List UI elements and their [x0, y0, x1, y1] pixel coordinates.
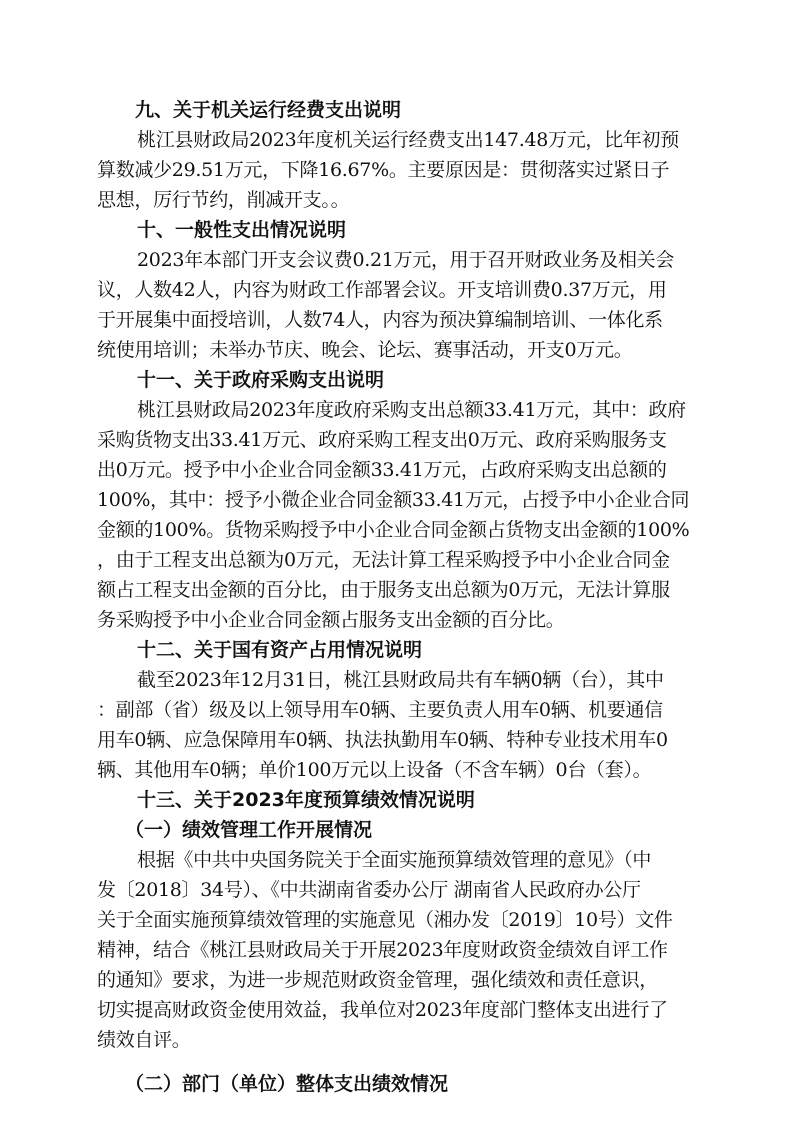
paragraph-line: 100%，其中：授予小微企业合同金额33.41万元，占授予中小企业合同 — [97, 489, 690, 511]
paragraph-line: 的通知》要求，为进一步规范财政资金管理，强化绩效和责任意识， — [97, 969, 659, 991]
paragraph-line: 辆、其他用车0辆；单价100万元以上设备（不含车辆）0台（套）。 — [97, 759, 652, 781]
paragraph-line: 议，人数42人，内容为财政工作部署会议。开支培训费0.37万元，用 — [97, 279, 667, 301]
paragraph-line: 桃江县财政局2023年度机关运行经费支出147.48万元，比年初预 — [137, 129, 679, 151]
paragraph-line: 额占工程支出金额的百分比，由于服务支出总额为0万元，无法计算服 — [97, 579, 670, 601]
paragraph-line: 于开展集中面授培训，人数74人，内容为预决算编制培训、一体化系 — [97, 309, 663, 331]
paragraph-line: 用车0辆、应急保障用车0辆、执法执勤用车0辆、特种专业技术用车0 — [97, 729, 668, 751]
section-heading-13: 十三、关于2023年度预算绩效情况说明 — [137, 789, 475, 811]
paragraph-line: 算数减少29.51万元，下降16.67%。主要原因是：贯彻落实过紧日子 — [97, 159, 670, 181]
paragraph-line: 务采购授予中小企业合同金额占服务支出金额的百分比。 — [97, 609, 565, 631]
section-heading-9: 九、关于机关运行经费支出说明 — [135, 99, 402, 121]
paragraph-line: 根据《中共中央国务院关于全面实施预算绩效管理的意见》（中 — [137, 849, 652, 871]
paragraph-line: ，由于工程支出总额为0万元，无法计算工程采购授予中小企业合同金 — [97, 549, 670, 571]
section-heading-12: 十二、关于国有资产占用情况说明 — [137, 639, 423, 661]
paragraph-line: 切实提高财政资金使用效益，我单位对2023年度部门整体支出进行了 — [97, 999, 668, 1021]
paragraph-line: 金额的100%。货物采购授予中小企业合同金额占货物支出金额的100% — [97, 519, 690, 541]
paragraph-line: ：副部（省）级及以上领导用车0辆、主要负责人用车0辆、机要通信 — [97, 699, 663, 721]
section-heading-11: 十一、关于政府采购支出说明 — [137, 369, 385, 391]
paragraph-line: 思想，厉行节约，削减开支。。 — [97, 189, 350, 211]
paragraph-line: 2023年本部门开支会议费0.21万元，用于召开财政业务及相关会 — [137, 249, 675, 271]
paragraph-line: 绩效自评。 — [97, 1029, 191, 1051]
paragraph-line: 关于全面实施预算绩效管理的实施意见（湘办发〔2019〕10号）文件 — [97, 909, 673, 931]
paragraph-line: 采购货物支出33.41万元、政府采购工程支出0万元、政府采购服务支 — [97, 429, 667, 451]
paragraph-line: 出0万元。授予中小企业合同金额33.41万元，占政府采购支出总额的 — [97, 459, 667, 481]
section-heading-10: 十、一般性支出情况说明 — [137, 219, 347, 241]
document-body — [97, 95, 717, 1099]
paragraph-line: 发〔2018〕34号）、《中共湖南省委办公厅 湖南省人民政府办公厅 — [97, 879, 641, 901]
subsection-heading-1: （一）绩效管理工作开展情况 — [125, 819, 373, 841]
subsection-heading-2: （二）部门（单位）整体支出绩效情况 — [125, 1073, 449, 1095]
spacer — [97, 1055, 717, 1069]
paragraph-line: 桃江县财政局2023年度政府采购支出总额33.41万元，其中：政府 — [137, 399, 686, 421]
paragraph-line: 截至2023年12月31日，桃江县财政局共有车辆0辆（台），其中 — [137, 669, 664, 691]
paragraph-line: 统使用培训；未举办节庆、晚会、论坛、赛事活动，开支0万元。 — [97, 339, 633, 361]
paragraph-line: 精神，结合《桃江县财政局关于开展2023年度财政资金绩效自评工作 — [97, 939, 668, 961]
